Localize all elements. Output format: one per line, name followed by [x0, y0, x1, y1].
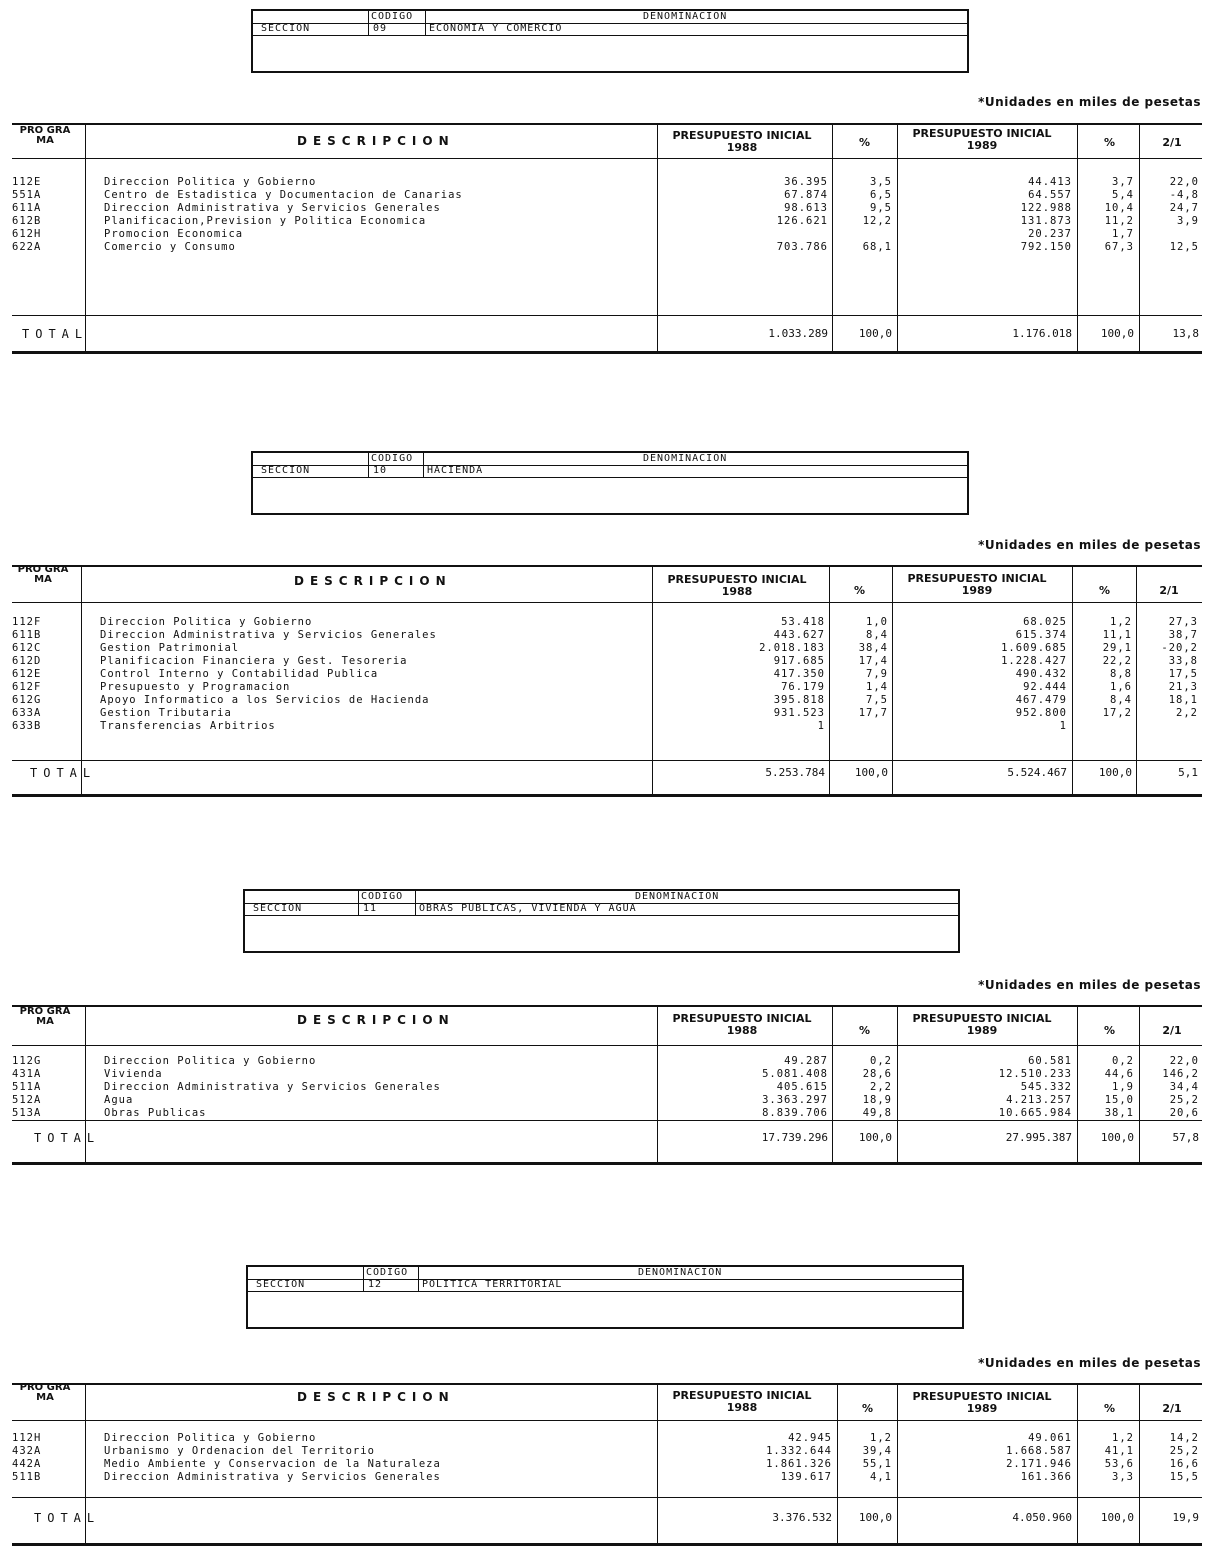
row-code: 612E — [12, 668, 42, 680]
row-pct-1988: 2,2 — [870, 1081, 892, 1093]
row-description: Presupuesto y Programacion — [100, 681, 291, 693]
row-description: Obras Publicas — [104, 1107, 207, 1119]
units-note: *Unidades en miles de pesetas — [978, 538, 1201, 552]
table-row — [12, 681, 1202, 694]
row-ratio: 21,3 — [1168, 681, 1198, 693]
row-pct-1988: 0,2 — [870, 1055, 892, 1067]
row-pct-1989: 17,2 — [1102, 707, 1132, 719]
row-ratio: 16,6 — [1169, 1458, 1199, 1470]
row-pct-1989: 10,4 — [1104, 202, 1134, 214]
total-ratio: 5,1 — [1178, 766, 1198, 779]
codigo-label: CODIGO — [361, 891, 404, 902]
row-1988: 42.945 — [788, 1432, 832, 1444]
row-ratio: 38,7 — [1168, 629, 1198, 641]
row-code: 612H — [12, 228, 42, 240]
units-note: *Unidades en miles de pesetas — [978, 95, 1201, 109]
row-1989: 1.609.685 — [1001, 642, 1067, 654]
table-row — [12, 720, 1202, 733]
row-pct-1989: 8,8 — [1110, 668, 1132, 680]
row-ratio: 22,0 — [1169, 1055, 1199, 1067]
row-ratio: 15,5 — [1169, 1471, 1199, 1483]
section-code: 09 — [373, 23, 388, 34]
row-ratio: 20,6 — [1169, 1107, 1199, 1119]
table-row — [12, 655, 1202, 668]
section-name: ECONOMIA Y COMERCIO — [429, 23, 563, 34]
budget-table — [12, 1005, 1202, 1167]
row-description: Direccion Administrativa y Servicios Generales — [104, 1471, 441, 1483]
row-description: Direccion Administrativa y Servicios Generales — [100, 629, 437, 641]
row-pct-1988: 68,1 — [862, 241, 892, 253]
denominacion-label: DENOMINACION — [643, 453, 728, 464]
table-row — [12, 668, 1202, 681]
row-pct-1989: 29,1 — [1102, 642, 1132, 654]
row-1989: 490.432 — [1015, 668, 1067, 680]
row-1988: 931.523 — [773, 707, 825, 719]
total-pct-1988: 100,0 — [858, 1511, 892, 1524]
table-row — [12, 694, 1202, 707]
row-ratio: 146,2 — [1162, 1068, 1199, 1080]
section-header-box — [251, 9, 969, 73]
row-ratio: 3,9 — [1177, 215, 1199, 227]
table-row — [12, 241, 1202, 254]
section-code: 10 — [373, 465, 388, 476]
table-row — [12, 189, 1202, 202]
row-description: Urbanismo y Ordenacion del Territorio — [104, 1445, 375, 1457]
row-pct-1988: 1,4 — [866, 681, 888, 693]
row-pct-1989: 1,2 — [1110, 616, 1132, 628]
row-description: Planificacion,Prevision y Politica Economica — [104, 215, 427, 227]
row-ratio: 27,3 — [1168, 616, 1198, 628]
total-label: TOTAL — [34, 1511, 101, 1525]
row-description: Gestion Patrimonial — [100, 642, 240, 654]
budget-table — [12, 123, 1202, 355]
row-ratio: 33,8 — [1168, 655, 1198, 667]
row-1988: 139.617 — [780, 1471, 832, 1483]
rows-container — [12, 1055, 1202, 1120]
header-pres-1989: PRESUPUESTO INICIAL 1989 — [907, 572, 1047, 597]
row-description: Planificacion Financiera y Gest. Tesoreria — [100, 655, 408, 667]
table-row — [12, 202, 1202, 215]
row-pct-1989: 15,0 — [1104, 1094, 1134, 1106]
row-ratio: -4,8 — [1169, 189, 1199, 201]
table-row — [12, 707, 1202, 720]
row-code: 612F — [12, 681, 42, 693]
seccion-label: SECCION — [256, 1279, 306, 1290]
row-1988: 53.418 — [781, 616, 825, 628]
row-code: 442A — [12, 1458, 42, 1470]
row-pct-1989: 5,4 — [1112, 189, 1134, 201]
header-pct-1988: % — [861, 1402, 874, 1415]
row-1988: 395.818 — [773, 694, 825, 706]
row-code: 633A — [12, 707, 42, 719]
section-name: OBRAS PUBLICAS, VIVIENDA Y AGUA — [419, 903, 637, 914]
row-code: 612B — [12, 215, 42, 227]
row-1988: 703.786 — [776, 241, 828, 253]
row-pct-1989: 11,2 — [1104, 215, 1134, 227]
row-1989: 1.228.427 — [1001, 655, 1067, 667]
row-pct-1989: 1,9 — [1112, 1081, 1134, 1093]
row-pct-1988: 39,4 — [862, 1445, 892, 1457]
row-ratio: 34,4 — [1169, 1081, 1199, 1093]
row-pct-1988: 38,4 — [858, 642, 888, 654]
row-pct-1989: 44,6 — [1104, 1068, 1134, 1080]
total-pct-1989: 100,0 — [1098, 766, 1132, 779]
header-programa: PRO GRA MA — [17, 564, 69, 585]
row-1989: 4.213.257 — [1006, 1094, 1072, 1106]
row-pct-1988: 28,6 — [862, 1068, 892, 1080]
header-programa: PRO GRA MA — [19, 125, 71, 146]
row-pct-1989: 38,1 — [1104, 1107, 1134, 1119]
total-label: TOTAL — [34, 1131, 101, 1145]
row-code: 622A — [12, 241, 42, 253]
total-ratio: 57,8 — [1172, 1131, 1199, 1144]
row-description: Promocion Economica — [104, 228, 244, 240]
codigo-label: CODIGO — [366, 1267, 409, 1278]
section-code: 11 — [363, 903, 378, 914]
row-ratio: 17,5 — [1168, 668, 1198, 680]
row-1988: 76.179 — [781, 681, 825, 693]
row-1989: 68.025 — [1023, 616, 1067, 628]
table-row — [12, 616, 1202, 629]
row-1988: 126.621 — [776, 215, 828, 227]
row-1988: 417.350 — [773, 668, 825, 680]
row-pct-1989: 1,7 — [1112, 228, 1134, 240]
row-code: 513A — [12, 1107, 42, 1119]
row-1989: 161.366 — [1020, 1471, 1072, 1483]
table-row — [12, 1458, 1202, 1471]
row-ratio: 25,2 — [1169, 1094, 1199, 1106]
total-pct-1988: 100,0 — [858, 327, 892, 340]
header-descripcion: DESCRIPCION — [297, 134, 455, 148]
row-description: Agua — [104, 1094, 134, 1106]
row-description: Direccion Administrativa y Servicios Generales — [104, 1081, 441, 1093]
total-1989: 1.176.018 — [1012, 327, 1072, 340]
total-1989: 27.995.387 — [1005, 1131, 1072, 1144]
total-pct-1988: 100,0 — [854, 766, 888, 779]
row-pct-1988: 9,5 — [870, 202, 892, 214]
row-description: Centro de Estadistica y Documentacion de Canarias — [104, 189, 463, 201]
row-code: 511A — [12, 1081, 42, 1093]
row-pct-1989: 0,2 — [1112, 1055, 1134, 1067]
seccion-label: SECCION — [253, 903, 303, 914]
row-pct-1989: 67,3 — [1104, 241, 1134, 253]
row-code: 612D — [12, 655, 42, 667]
row-description: Direccion Politica y Gobierno — [104, 176, 317, 188]
total-pct-1988: 100,0 — [858, 1131, 892, 1144]
header-ratio: 2/1 — [1159, 584, 1179, 597]
total-1988: 3.376.532 — [772, 1511, 832, 1524]
row-pct-1989: 1,2 — [1112, 1432, 1134, 1444]
row-1989: 545.332 — [1020, 1081, 1072, 1093]
rows-container — [12, 616, 1202, 733]
row-ratio: 25,2 — [1169, 1445, 1199, 1457]
row-description: Control Interno y Contabilidad Publica — [100, 668, 379, 680]
header-descripcion: DESCRIPCION — [294, 574, 452, 588]
row-code: 612C — [12, 642, 42, 654]
row-description: Direccion Politica y Gobierno — [104, 1055, 317, 1067]
row-pct-1988: 3,5 — [870, 176, 892, 188]
row-1988: 98.613 — [784, 202, 828, 214]
total-ratio: 13,8 — [1172, 327, 1199, 340]
row-pct-1988: 7,5 — [866, 694, 888, 706]
row-ratio: 2,2 — [1176, 707, 1198, 719]
total-1989: 4.050.960 — [1012, 1511, 1072, 1524]
section-09 — [0, 0, 1213, 360]
row-1988: 67.874 — [784, 189, 828, 201]
total-row — [12, 1127, 1202, 1149]
codigo-label: CODIGO — [371, 453, 414, 464]
seccion-label: SECCION — [261, 465, 311, 476]
header-pct-1989: % — [1103, 1402, 1116, 1415]
row-pct-1988: 8,4 — [866, 629, 888, 641]
header-programa: PRO GRA MA — [19, 1382, 71, 1403]
row-pct-1988: 17,4 — [858, 655, 888, 667]
row-1988: 36.395 — [784, 176, 828, 188]
table-row — [12, 1081, 1202, 1094]
table-row — [12, 215, 1202, 228]
table-row — [12, 1055, 1202, 1068]
row-description: Direccion Politica y Gobierno — [104, 1432, 317, 1444]
table-row — [12, 1471, 1202, 1484]
total-row — [12, 323, 1202, 345]
header-pct-1988: % — [858, 1024, 871, 1037]
codigo-label: CODIGO — [371, 11, 414, 22]
row-1989: 792.150 — [1020, 241, 1072, 253]
row-1989: 2.171.946 — [1006, 1458, 1072, 1470]
row-1989: 615.374 — [1015, 629, 1067, 641]
budget-table — [12, 565, 1202, 800]
header-pres-1988: PRESUPUESTO INICIAL 1988 — [672, 1389, 812, 1414]
row-code: 511B — [12, 1471, 42, 1483]
row-pct-1988: 6,5 — [870, 189, 892, 201]
row-pct-1989: 41,1 — [1104, 1445, 1134, 1457]
total-1988: 5.253.784 — [765, 766, 825, 779]
total-1988: 1.033.289 — [768, 327, 828, 340]
row-description: Direccion Administrativa y Servicios Generales — [104, 202, 441, 214]
row-1989: 10.665.984 — [998, 1107, 1072, 1119]
total-pct-1989: 100,0 — [1100, 327, 1134, 340]
header-pres-1989: PRESUPUESTO INICIAL 1989 — [912, 1390, 1052, 1415]
row-ratio: 14,2 — [1169, 1432, 1199, 1444]
header-pct-1989: % — [1103, 136, 1116, 149]
row-1988: 1 — [817, 720, 825, 732]
row-1988: 5.081.408 — [762, 1068, 828, 1080]
row-1989: 1.668.587 — [1006, 1445, 1072, 1457]
row-1989: 1 — [1059, 720, 1067, 732]
header-programa: PRO GRA MA — [19, 1006, 71, 1027]
total-pct-1989: 100,0 — [1100, 1511, 1134, 1524]
row-pct-1988: 55,1 — [862, 1458, 892, 1470]
row-1988: 405.615 — [776, 1081, 828, 1093]
table-row — [12, 1107, 1202, 1120]
header-pct-1988: % — [853, 584, 866, 597]
section-name: HACIENDA — [427, 465, 484, 476]
header-pres-1989: PRESUPUESTO INICIAL 1989 — [912, 127, 1052, 152]
table-row — [12, 1094, 1202, 1107]
table-row — [12, 228, 1202, 241]
row-1989: 60.581 — [1028, 1055, 1072, 1067]
section-header-box — [251, 451, 969, 515]
row-code: 611B — [12, 629, 42, 641]
row-ratio: 12,5 — [1169, 241, 1199, 253]
row-pct-1989: 53,6 — [1104, 1458, 1134, 1470]
rows-container — [12, 1432, 1202, 1484]
row-pct-1988: 18,9 — [862, 1094, 892, 1106]
row-1989: 20.237 — [1028, 228, 1072, 240]
row-1988: 1.861.326 — [766, 1458, 832, 1470]
row-1988: 8.839.706 — [762, 1107, 828, 1119]
header-pres-1988: PRESUPUESTO INICIAL 1988 — [672, 1012, 812, 1037]
row-code: 612G — [12, 694, 42, 706]
row-1989: 44.413 — [1028, 176, 1072, 188]
row-1989: 92.444 — [1023, 681, 1067, 693]
total-row — [12, 1507, 1202, 1529]
row-1988: 443.627 — [773, 629, 825, 641]
table-row — [12, 176, 1202, 189]
units-note: *Unidades en miles de pesetas — [978, 1356, 1201, 1370]
row-code: 551A — [12, 189, 42, 201]
row-code: 432A — [12, 1445, 42, 1457]
row-ratio: 22,0 — [1169, 176, 1199, 188]
row-description: Medio Ambiente y Conservacion de la Naturaleza — [104, 1458, 441, 1470]
header-ratio: 2/1 — [1162, 1024, 1182, 1037]
row-ratio: 18,1 — [1168, 694, 1198, 706]
seccion-label: SECCION — [261, 23, 311, 34]
row-code: 611A — [12, 202, 42, 214]
total-label: TOTAL — [22, 327, 89, 341]
row-description: Gestion Tributaria — [100, 707, 232, 719]
row-code: 112H — [12, 1432, 42, 1444]
row-pct-1988: 1,0 — [866, 616, 888, 628]
row-1988: 49.287 — [784, 1055, 828, 1067]
row-description: Apoyo Informatico a los Servicios de Hacienda — [100, 694, 430, 706]
header-ratio: 2/1 — [1162, 136, 1182, 149]
total-1988: 17.739.296 — [761, 1131, 828, 1144]
header-ratio: 2/1 — [1162, 1402, 1182, 1415]
row-description: Vivienda — [104, 1068, 163, 1080]
header-pres-1988: PRESUPUESTO INICIAL 1988 — [667, 573, 807, 598]
row-pct-1989: 3,3 — [1112, 1471, 1134, 1483]
row-description: Transferencias Arbitrios — [100, 720, 276, 732]
row-pct-1988: 17,7 — [858, 707, 888, 719]
header-pct-1989: % — [1098, 584, 1111, 597]
denominacion-label: DENOMINACION — [643, 11, 728, 22]
row-pct-1989: 22,2 — [1102, 655, 1132, 667]
row-pct-1988: 49,8 — [862, 1107, 892, 1119]
header-pct-1989: % — [1103, 1024, 1116, 1037]
table-row — [12, 1445, 1202, 1458]
table-row — [12, 629, 1202, 642]
row-1989: 122.988 — [1020, 202, 1072, 214]
row-1988: 917.685 — [773, 655, 825, 667]
row-code: 112G — [12, 1055, 42, 1067]
row-code: 112E — [12, 176, 42, 188]
header-descripcion: DESCRIPCION — [297, 1013, 455, 1027]
row-1988: 1.332.644 — [766, 1445, 832, 1457]
row-ratio: -20,2 — [1161, 642, 1198, 654]
row-1988: 2.018.183 — [759, 642, 825, 654]
row-pct-1988: 12,2 — [862, 215, 892, 227]
row-pct-1989: 8,4 — [1110, 694, 1132, 706]
header-pct-1988: % — [858, 136, 871, 149]
section-header-box — [243, 889, 960, 953]
row-1989: 467.479 — [1015, 694, 1067, 706]
row-1989: 12.510.233 — [998, 1068, 1072, 1080]
row-code: 112F — [12, 616, 42, 628]
denominacion-label: DENOMINACION — [635, 891, 720, 902]
row-1989: 952.800 — [1015, 707, 1067, 719]
row-code: 512A — [12, 1094, 42, 1106]
total-pct-1989: 100,0 — [1100, 1131, 1134, 1144]
row-1989: 131.873 — [1020, 215, 1072, 227]
row-pct-1989: 1,6 — [1110, 681, 1132, 693]
table-row — [12, 642, 1202, 655]
header-descripcion: DESCRIPCION — [297, 1390, 455, 1404]
units-note: *Unidades en miles de pesetas — [978, 978, 1201, 992]
total-label: TOTAL — [30, 766, 97, 780]
denominacion-label: DENOMINACION — [638, 1267, 723, 1278]
row-description: Direccion Politica y Gobierno — [100, 616, 313, 628]
row-pct-1988: 1,2 — [870, 1432, 892, 1444]
header-pres-1989: PRESUPUESTO INICIAL 1989 — [912, 1012, 1052, 1037]
row-pct-1988: 7,9 — [866, 668, 888, 680]
row-1989: 64.557 — [1028, 189, 1072, 201]
table-row — [12, 1432, 1202, 1445]
row-1989: 49.061 — [1028, 1432, 1072, 1444]
row-code: 633B — [12, 720, 42, 732]
header-pres-1988: PRESUPUESTO INICIAL 1988 — [672, 129, 812, 154]
row-pct-1989: 11,1 — [1102, 629, 1132, 641]
budget-table — [12, 1383, 1202, 1548]
total-row — [12, 762, 1202, 784]
section-code: 12 — [368, 1279, 383, 1290]
total-1989: 5.524.467 — [1007, 766, 1067, 779]
row-pct-1988: 4,1 — [870, 1471, 892, 1483]
section-header-box — [246, 1265, 964, 1329]
table-row — [12, 1068, 1202, 1081]
row-1988: 3.363.297 — [762, 1094, 828, 1106]
row-code: 431A — [12, 1068, 42, 1080]
total-ratio: 19,9 — [1172, 1511, 1199, 1524]
row-description: Comercio y Consumo — [104, 241, 236, 253]
row-ratio: 24,7 — [1169, 202, 1199, 214]
rows-container — [12, 176, 1202, 254]
section-name: POLITICA TERRITORIAL — [422, 1279, 563, 1290]
row-pct-1989: 3,7 — [1112, 176, 1134, 188]
